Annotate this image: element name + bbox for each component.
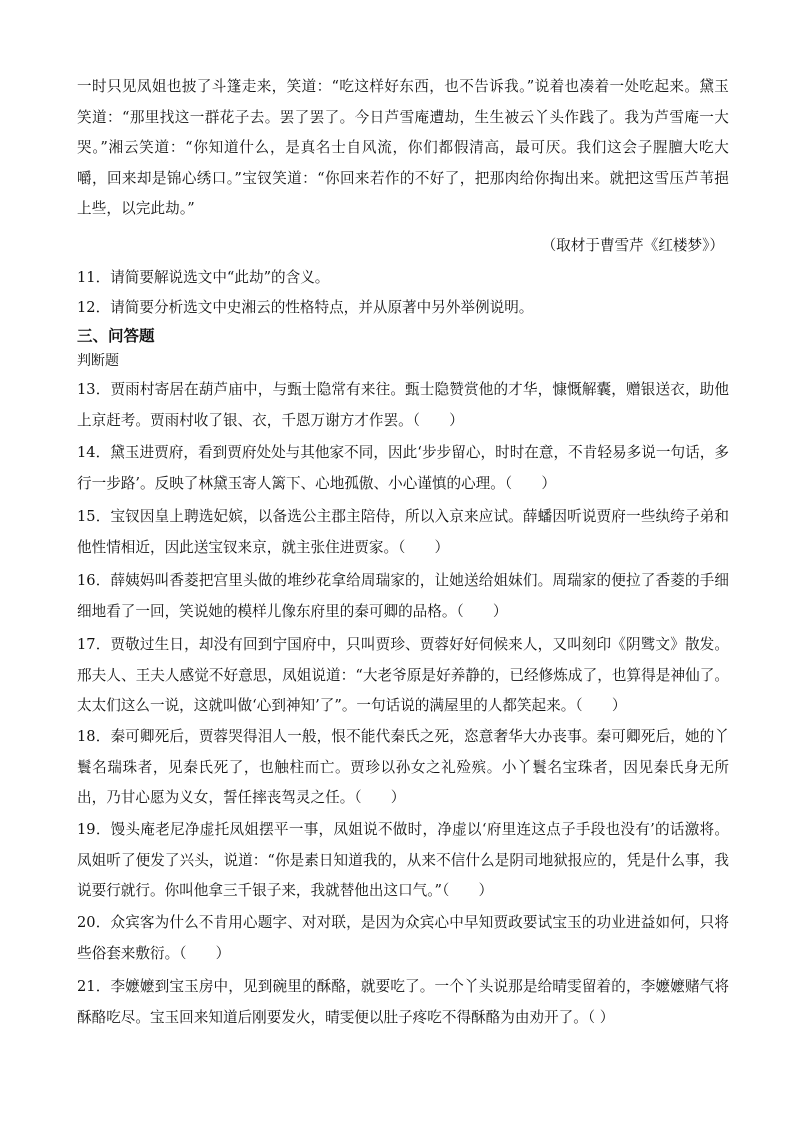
question-12: 12．请简要分析选文中史湘云的性格特点，并从原著中另外举例说明。	[77, 299, 534, 316]
question-18: 18．秦可卿死后，贾蓉哭得泪人一般，恨不能代秦氏之死，恣意奢华大办丧事。秦可卿死后，她的丫鬟名瑞珠者，见秦氏死了，也触柱而亡。贾珍以孙女之礼殓殡。小丫鬟名宝珠者，因见秦氏身无所出，乃甘心愿为义女，誓任摔丧驾灵之任。（ ）	[77, 728, 729, 806]
question-15: 15．宝钗因皇上聘选妃嫔，以备选公主郡主陪侍，所以入京来应试。薛蟠因听说贾府一些纨绔子弟和他性情相近，因此送宝钗来京，就主张住进贾家。（ ）	[77, 508, 729, 556]
question-20: 20．众宾客为什么不肯用心题字、对对联，是因为众宾心中早知贾政要试宝玉的功业进益如何，只将些俗套来敷衍。（ ）	[77, 914, 729, 962]
passage-text: 一时只见凤姐也披了斗篷走来，笑道：“吃这样好东西，也不告诉我。”说着也凑着一处吃起来。黛玉笑道：“那里找这一群花子去。罢了罢了。今日芦雪庵遭劫，生生被云丫头作践了。我为芦雪庵一大哭。”湘云笑道：“你知道什么，是真名士自风流，你们都假清高，最可厌。我们这会子腥膻大吃大嚼，回来却是锦心绣口。”宝钗笑道：“你回来若作的不好了，把那肉给你掏出来。就把这雪压芦苇挹上些，以完此劫。”	[77, 78, 729, 217]
passage-source: （取材于曹雪芹《红楼梦》）	[541, 237, 724, 254]
question-16: 16．薛姨妈叫香菱把宫里头做的堆纱花拿给周瑞家的，让她送给姐妹们。周瑞家的便拉了香菱的手细细地看了一回，笑说她的模样儿像东府里的秦可卿的品格。（ ）	[77, 572, 729, 620]
question-11: 11．请简要解说选文中“此劫”的含义。	[77, 269, 330, 286]
question-17: 17．贾敬过生日，却没有回到宁国府中，只叫贾珍、贾蓉好好伺候来人，又叫刻印《阴骘文》散发。邢夫人、王夫人感觉不好意思，凤姐说道：“大老爷原是好养静的，已经修炼成了，也算得是神仙了。太太们这么一说，这就叫做‘心到神知’了”。一句话说的满屋里的人都笑起来。（ ）	[77, 636, 729, 714]
question-21: 21．李嬷嬷到宝玉房中，见到碗里的酥酪，就要吃了。一个丫头说那是给晴雯留着的，李嬷嬷赌气将酥酪吃尽。宝玉回来知道后刚要发火，晴雯便以肚子疼吃不得酥酪为由劝开了。（ ）	[77, 978, 729, 1026]
question-19: 19．馒头庵老尼净虚托凤姐摆平一事，凤姐说不做时，净虚以‘府里连这点子手段也没有’的话激将。凤姐听了便发了兴头，说道：“你是素日知道我的，从来不信什么是阴司地狱报应的，凭是什么事，我说要行就行。你叫他拿三千银子来，我就替他出这口气。”（ ）	[77, 821, 729, 899]
section-subhead: 判断题	[77, 353, 119, 369]
question-14: 14．黛玉进贾府，看到贾府处处与其他家不同，因此‘步步留心，时时在意，不肯轻易多说一句话，多行一步路’。反映了林黛玉寄人篱下、心地孤傲、小心谨慎的心理。（ ）	[77, 444, 729, 492]
section-title: 三、问答题	[77, 327, 155, 345]
question-13: 13．贾雨村寄居在葫芦庙中，与甄士隐常有来往。甄士隐赞赏他的才华，慷慨解囊，赠银送衣，助他上京赶考。贾雨村收了银、衣，千恩万谢方才作罢。（ ）	[77, 381, 729, 429]
